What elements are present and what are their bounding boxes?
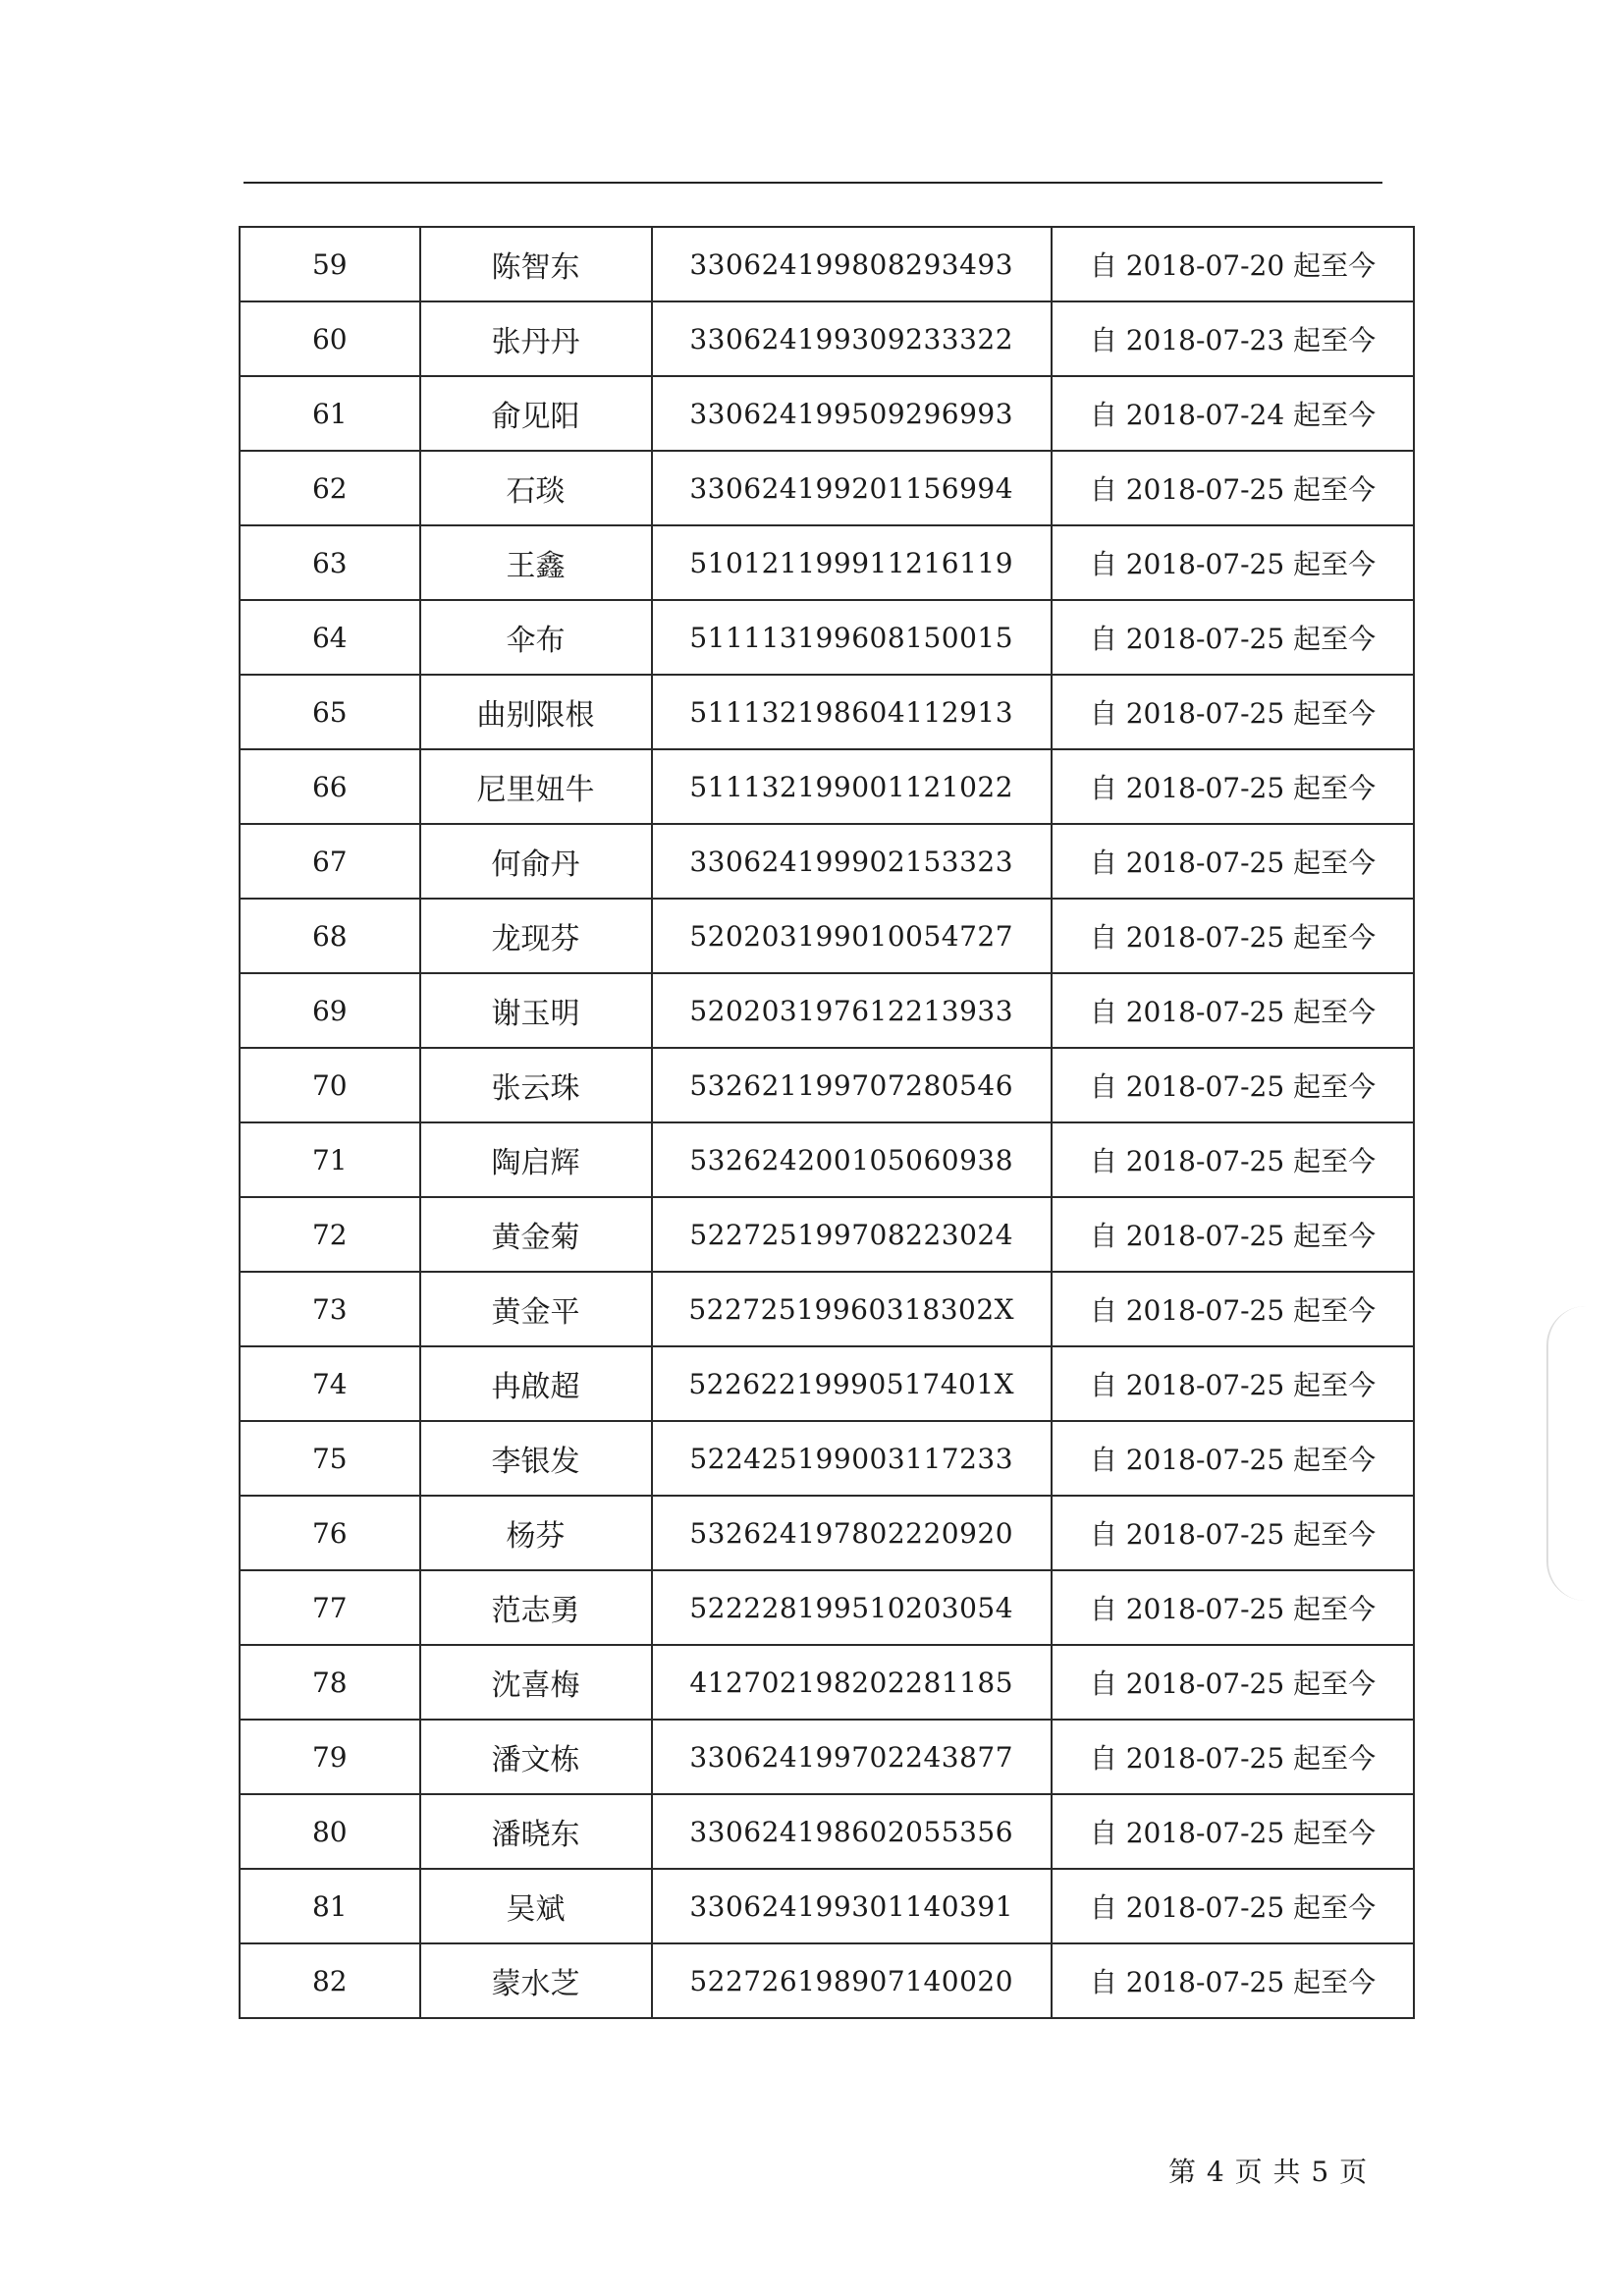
row-number-cell: 60 [240,301,420,376]
row-number-cell: 82 [240,1943,420,2018]
name-cell: 范志勇 [420,1570,652,1645]
id-number-cell: 52272519960318302X [652,1272,1052,1346]
period-cell: 自 2018-07-20 起至今 [1052,227,1414,301]
name-cell: 蒙水芝 [420,1943,652,2018]
name-cell: 李银发 [420,1421,652,1496]
period-cell: 自 2018-07-25 起至今 [1052,749,1414,824]
name-cell: 王鑫 [420,525,652,600]
period-cell: 自 2018-07-25 起至今 [1052,1272,1414,1346]
period-cell: 自 2018-07-24 起至今 [1052,376,1414,451]
table-row [240,1048,1414,1122]
name-cell: 吴斌 [420,1869,652,1943]
table-row [240,1496,1414,1570]
row-number-cell: 64 [240,600,420,675]
name-cell: 陶启辉 [420,1122,652,1197]
table-row [240,1421,1414,1496]
period-cell: 自 2018-07-25 起至今 [1052,1197,1414,1272]
id-number-cell: 330624199808293493 [652,227,1052,301]
id-number-cell: 330624199301140391 [652,1869,1052,1943]
row-number-cell: 79 [240,1720,420,1794]
name-cell: 沈喜梅 [420,1645,652,1720]
row-number-cell: 65 [240,675,420,749]
id-number-cell: 330624199902153323 [652,824,1052,899]
id-number-cell: 532624197802220920 [652,1496,1052,1570]
id-number-cell: 412702198202281185 [652,1645,1052,1720]
row-number-cell: 59 [240,227,420,301]
period-cell: 自 2018-07-25 起至今 [1052,1048,1414,1122]
name-cell: 龙现芬 [420,899,652,973]
row-number-cell: 62 [240,451,420,525]
period-cell: 自 2018-07-25 起至今 [1052,1122,1414,1197]
name-cell: 俞见阳 [420,376,652,451]
row-number-cell: 67 [240,824,420,899]
id-number-cell: 511132198604112913 [652,675,1052,749]
period-cell: 自 2018-07-25 起至今 [1052,899,1414,973]
table-row [240,376,1414,451]
id-number-cell: 532624200105060938 [652,1122,1052,1197]
row-number-cell: 70 [240,1048,420,1122]
id-number-cell: 522726198907140020 [652,1943,1052,2018]
table-row [240,1794,1414,1869]
id-number-cell: 330624199702243877 [652,1720,1052,1794]
table-row [240,1272,1414,1346]
period-cell: 自 2018-07-23 起至今 [1052,301,1414,376]
period-cell: 自 2018-07-25 起至今 [1052,1496,1414,1570]
id-number-cell: 330624199309233322 [652,301,1052,376]
id-number-cell: 52262219990517401X [652,1346,1052,1421]
name-cell: 黄金平 [420,1272,652,1346]
period-cell: 自 2018-07-25 起至今 [1052,1869,1414,1943]
id-number-cell: 330624199201156994 [652,451,1052,525]
period-cell: 自 2018-07-25 起至今 [1052,525,1414,600]
period-cell: 自 2018-07-25 起至今 [1052,1720,1414,1794]
name-cell: 冉啟超 [420,1346,652,1421]
table-row [240,1570,1414,1645]
table-row [240,899,1414,973]
row-number-cell: 74 [240,1346,420,1421]
name-cell: 潘文栋 [420,1720,652,1794]
roster-table-container [239,226,1415,2019]
period-cell: 自 2018-07-25 起至今 [1052,973,1414,1048]
id-number-cell: 330624199509296993 [652,376,1052,451]
id-number-cell: 522725199708223024 [652,1197,1052,1272]
row-number-cell: 77 [240,1570,420,1645]
table-row [240,749,1414,824]
table-row [240,1869,1414,1943]
page-number: 第 4 页 共 5 页 [1168,2156,1369,2188]
period-cell: 自 2018-07-25 起至今 [1052,600,1414,675]
name-cell: 伞布 [420,600,652,675]
id-number-cell: 520203197612213933 [652,973,1052,1048]
name-cell: 尼里妞牛 [420,749,652,824]
period-cell: 自 2018-07-25 起至今 [1052,1570,1414,1645]
table-row [240,1720,1414,1794]
id-number-cell: 522425199003117233 [652,1421,1052,1496]
table-row [240,301,1414,376]
row-number-cell: 80 [240,1794,420,1869]
period-cell: 自 2018-07-25 起至今 [1052,1943,1414,2018]
row-number-cell: 69 [240,973,420,1048]
table-row [240,675,1414,749]
name-cell: 谢玉明 [420,973,652,1048]
name-cell: 黄金菊 [420,1197,652,1272]
name-cell: 张云珠 [420,1048,652,1122]
table-row [240,1346,1414,1421]
id-number-cell: 510121199911216119 [652,525,1052,600]
table-row [240,1122,1414,1197]
row-number-cell: 75 [240,1421,420,1496]
period-cell: 自 2018-07-25 起至今 [1052,451,1414,525]
table-row [240,1645,1414,1720]
row-number-cell: 81 [240,1869,420,1943]
roster-table-body [240,227,1414,2018]
roster-table [239,226,1415,2019]
table-row [240,600,1414,675]
period-cell: 自 2018-07-25 起至今 [1052,1794,1414,1869]
row-number-cell: 66 [240,749,420,824]
period-cell: 自 2018-07-25 起至今 [1052,1421,1414,1496]
id-number-cell: 330624198602055356 [652,1794,1052,1869]
table-row [240,227,1414,301]
name-cell: 杨芬 [420,1496,652,1570]
table-row [240,1197,1414,1272]
name-cell: 潘晓东 [420,1794,652,1869]
name-cell: 石琰 [420,451,652,525]
name-cell: 曲别限根 [420,675,652,749]
table-row [240,525,1414,600]
row-number-cell: 72 [240,1197,420,1272]
name-cell: 张丹丹 [420,301,652,376]
period-cell: 自 2018-07-25 起至今 [1052,675,1414,749]
row-number-cell: 68 [240,899,420,973]
header-rule [243,182,1382,184]
row-number-cell: 78 [240,1645,420,1720]
row-number-cell: 71 [240,1122,420,1197]
name-cell: 陈智东 [420,227,652,301]
id-number-cell: 532621199707280546 [652,1048,1052,1122]
period-cell: 自 2018-07-25 起至今 [1052,1346,1414,1421]
id-number-cell: 511132199001121022 [652,749,1052,824]
stamp-seal [1546,1306,1623,1601]
row-number-cell: 63 [240,525,420,600]
table-row [240,824,1414,899]
period-cell: 自 2018-07-25 起至今 [1052,824,1414,899]
table-row [240,973,1414,1048]
period-cell: 自 2018-07-25 起至今 [1052,1645,1414,1720]
id-number-cell: 520203199010054727 [652,899,1052,973]
table-row [240,1943,1414,2018]
id-number-cell: 511113199608150015 [652,600,1052,675]
table-row [240,451,1414,525]
id-number-cell: 522228199510203054 [652,1570,1052,1645]
name-cell: 何俞丹 [420,824,652,899]
row-number-cell: 61 [240,376,420,451]
row-number-cell: 76 [240,1496,420,1570]
row-number-cell: 73 [240,1272,420,1346]
